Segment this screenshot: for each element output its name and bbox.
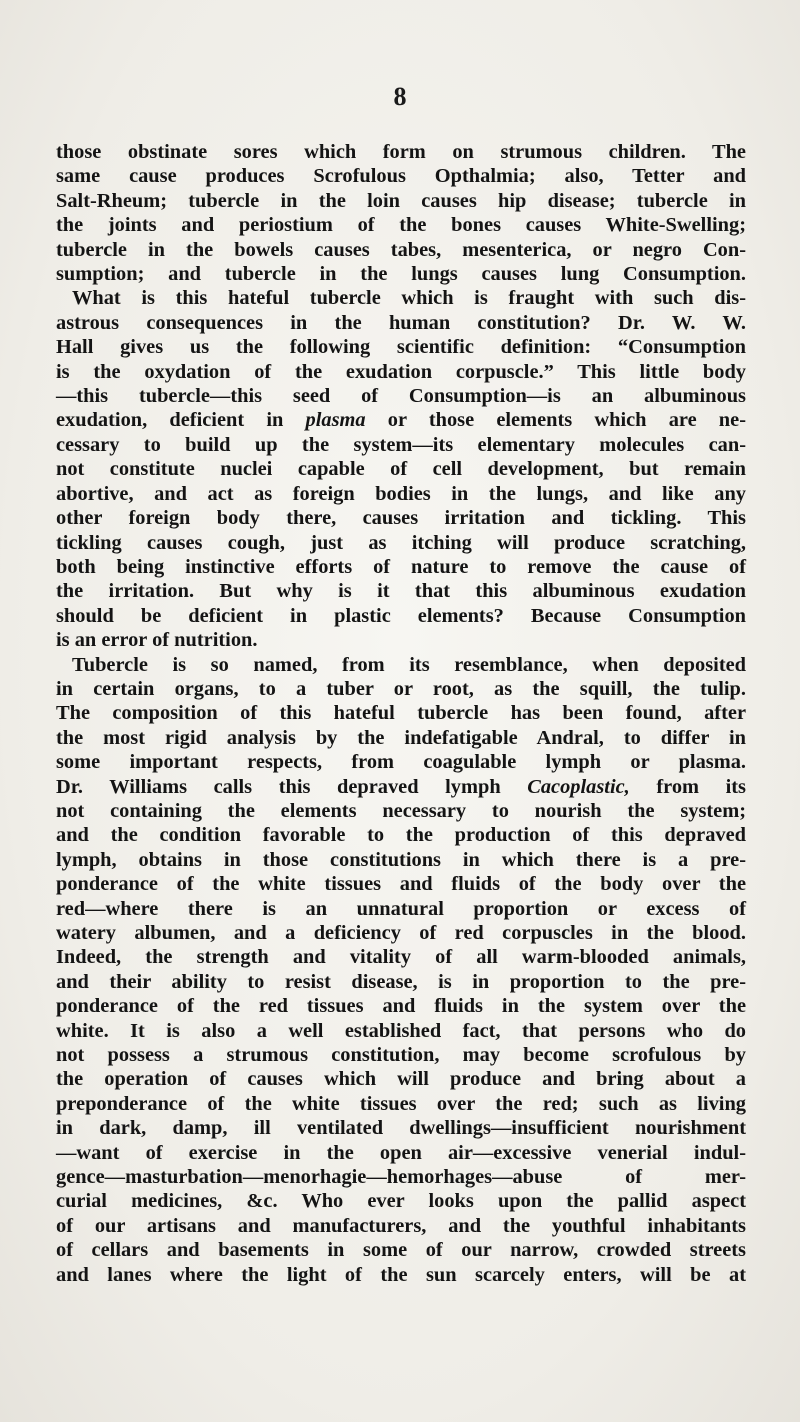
text-line: those obstinate sores which form on strumous children. The (56, 141, 746, 163)
text-line: not possess a strumous constitution, may become scrofulous by (56, 1044, 746, 1067)
text-line: abortive, and act as foreign bodies in the lungs, and like any (56, 482, 746, 505)
text-line: the joints and periostium of the bones causes White-Swelling; (56, 214, 746, 237)
text-line: in dark, damp, ill ventilated dwellings—insufficient nourishment (56, 1117, 746, 1140)
italic-term: Cacoplastic, (527, 775, 630, 798)
text-line: cessary to build up the system—its elementary molecules can- (56, 433, 746, 456)
text-line: preponderance of the white tissues over the red; such as living (56, 1092, 746, 1115)
text-line: not containing the elements necessary to nourish the system; (56, 799, 746, 822)
text-line: the operation of causes which will produce and bring about a (56, 1068, 746, 1091)
text-line: not constitute nuclei capable of cell development, but remain (56, 458, 746, 481)
text-line: other foreign body there, causes irritation and tickling. This (56, 507, 746, 530)
text-line: some important respects, from coagulable lymph or plasma. (56, 751, 746, 774)
text-line: and lanes where the light of the sun scarcely enters, will be at (56, 1263, 746, 1286)
text-line: —this tubercle—this seed of Consumption—is an albuminous (56, 385, 746, 408)
italic-term: plasma (305, 409, 366, 432)
text-line: the irritation. But why is it that this albuminous exudation (56, 580, 746, 603)
body-text (56, 140, 746, 1287)
text-line: tickling causes cough, just as itching will produce scratching, (56, 531, 746, 554)
text-line: both being instinctive efforts of nature to remove the cause of (56, 555, 746, 578)
text-line: and their ability to resist disease, is in proportion to the pre- (56, 970, 746, 993)
text-line: is an error of nutrition. (56, 629, 258, 652)
text-line: Hall gives us the following scientific definition: “Consumption (56, 336, 746, 359)
text-line: Indeed, the strength and vitality of all warm-blooded animals, (56, 946, 746, 969)
text-line: ponderance of the red tissues and fluids in the system over the (56, 995, 746, 1018)
text-line: curial medicines, &c. Who ever looks upon the pallid aspect (56, 1190, 746, 1213)
text-line: exudation, deficient in plasma or those elements which are ne- (56, 409, 746, 432)
text-line: same cause produces Scrofulous Opthalmia; also, Tetter and (56, 165, 746, 188)
text-line: gence—masturbation—menorhagie—hemorhages—abuse of mer- (56, 1166, 746, 1189)
text-line: Dr. Williams calls this depraved lymph Cacoplastic, from its (56, 775, 746, 798)
text-line: red—where there is an unnatural proportion or excess of (56, 897, 746, 920)
text-line: in certain organs, to a tuber or root, as the squill, the tulip. (56, 677, 746, 700)
text-line: ponderance of the white tissues and fluids of the body over the (56, 873, 746, 896)
page-number: 8 (393, 82, 407, 111)
text-line: and the condition favorable to the production of this depraved (56, 824, 746, 847)
text-line: Tubercle is so named, from its resemblance, when deposited (72, 653, 746, 676)
text-line: Salt-Rheum; tubercle in the loin causes hip disease; tubercle in (56, 189, 746, 212)
text-line: of our artisans and manufacturers, and the youthful inhabitants (56, 1214, 746, 1237)
text-line: lymph, obtains in those constitutions in which there is a pre- (56, 848, 746, 871)
text-line: of cellars and basements in some of our narrow, crowded streets (56, 1239, 746, 1262)
text-line: What is this hateful tubercle which is fraught with such dis- (72, 287, 746, 310)
text-line: —want of exercise in the open air—excessive venerial indul- (56, 1141, 746, 1164)
text-line: tubercle in the bowels causes tabes, mesenterica, or negro Con- (56, 238, 746, 261)
text-line: watery albumen, and a deficiency of red corpuscles in the blood. (56, 922, 746, 944)
text-line: sumption; and tubercle in the lungs causes lung Consumption. (56, 263, 746, 286)
text-line: should be deficient in plastic elements? Because Consumption (56, 604, 746, 627)
text-line: white. It is also a well established fact, that persons who do (56, 1019, 746, 1042)
text-line: astrous consequences in the human constitution? Dr. W. W. (56, 311, 746, 334)
text-line: the most rigid analysis by the indefatigable Andral, to differ in (56, 726, 746, 749)
text-line: is the oxydation of the exudation corpuscle.” This little body (56, 360, 746, 383)
text-line: The composition of this hateful tubercle has been found, after (56, 702, 746, 725)
